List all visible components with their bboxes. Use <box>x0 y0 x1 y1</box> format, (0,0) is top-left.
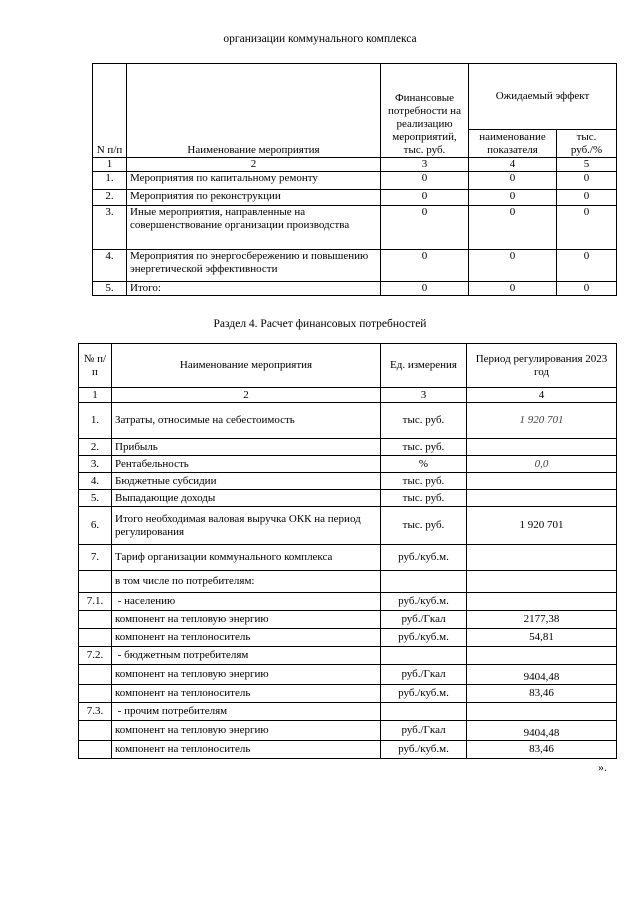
t1-colnum: 3 <box>381 158 469 172</box>
table-row <box>79 629 617 647</box>
t2-value: 54,81 <box>467 629 617 647</box>
t2-value: 1 920 701 <box>467 507 617 545</box>
t2-value <box>467 703 617 721</box>
t2-header-unit: Ед. измерения <box>381 344 467 388</box>
t2-value: 1 920 701 <box>467 403 617 439</box>
t2-unit: тыс. руб. <box>381 403 467 439</box>
t1-num: 4. <box>93 250 127 282</box>
t1-colnum: 2 <box>127 158 381 172</box>
t2-colnum: 4 <box>467 388 617 403</box>
t2-unit: тыс. руб. <box>381 473 467 490</box>
t2-value: 0,0 <box>467 456 617 473</box>
t2-name: - бюджетным потребителям <box>112 647 381 665</box>
t2-unit <box>381 571 467 593</box>
table-row <box>79 647 617 665</box>
t2-num: 5. <box>79 490 112 507</box>
t2-num: 6. <box>79 507 112 545</box>
t1-header-unit: тыс. руб./% <box>557 130 617 158</box>
t2-name: компонент на тепловую энергию <box>112 665 381 685</box>
table-row <box>79 593 617 611</box>
t2-num: 7.2. <box>79 647 112 665</box>
table-row <box>93 206 617 250</box>
table-row <box>79 507 617 545</box>
t1-name: Мероприятия по реконструкции <box>127 190 381 206</box>
t1-colnum: 1 <box>93 158 127 172</box>
table-row <box>79 545 617 571</box>
t1-unit: 0 <box>557 190 617 206</box>
t2-unit: руб./куб.м. <box>381 685 467 703</box>
table-row <box>79 439 617 456</box>
t1-unit: 0 <box>557 250 617 282</box>
t2-name: - населению <box>112 593 381 611</box>
t2-name: компонент на теплоноситель <box>112 685 381 703</box>
t2-value: 2177,38 <box>467 611 617 629</box>
t2-colnum: 1 <box>79 388 112 403</box>
t1-indicator: 0 <box>469 250 557 282</box>
table-row <box>93 250 617 282</box>
t2-value: 83,46 <box>467 685 617 703</box>
t2-num <box>79 611 112 629</box>
t2-name: компонент на теплоноситель <box>112 629 381 647</box>
t2-name: Затраты, относимые на себестоимость <box>112 403 381 439</box>
t2-num: 7.3. <box>79 703 112 721</box>
t2-num <box>79 629 112 647</box>
t2-value <box>467 545 617 571</box>
t2-unit: тыс. руб. <box>381 507 467 545</box>
t2-name: компонент на тепловую энергию <box>112 611 381 629</box>
t1-indicator: 0 <box>469 172 557 190</box>
table-row <box>79 473 617 490</box>
t1-finance: 0 <box>381 250 469 282</box>
t2-name: Прибыль <box>112 439 381 456</box>
t2-num <box>79 685 112 703</box>
t2-colnum: 2 <box>112 388 381 403</box>
t1-indicator: 0 <box>469 282 557 296</box>
t1-header-finance: Финансовые потребности на реализацию мероприятий, тыс. руб. <box>381 64 469 158</box>
t1-finance: 0 <box>381 190 469 206</box>
t2-num <box>79 721 112 741</box>
table-row <box>79 665 617 685</box>
t1-name: Иные мероприятия, направленные на совершенствование организации производства <box>127 206 381 250</box>
t2-value: 9404,48 <box>467 721 617 741</box>
t2-unit: руб./Гкал <box>381 665 467 685</box>
t2-value <box>467 571 617 593</box>
table-row <box>93 190 617 206</box>
t1-name: Мероприятия по капитальному ремонту <box>127 172 381 190</box>
table-row <box>93 172 617 190</box>
t2-name: Рентабельность <box>112 456 381 473</box>
t1-colnum: 5 <box>557 158 617 172</box>
t2-unit: руб./куб.м. <box>381 593 467 611</box>
t2-unit: руб./куб.м. <box>381 741 467 759</box>
t1-unit: 0 <box>557 206 617 250</box>
page-title-fragment: организации коммунального комплекса <box>223 33 417 45</box>
t1-finance: 0 <box>381 282 469 296</box>
t2-num: 7.1. <box>79 593 112 611</box>
financial-needs-table <box>78 343 617 759</box>
t2-value <box>467 647 617 665</box>
t1-unit: 0 <box>557 172 617 190</box>
t2-num <box>79 741 112 759</box>
section4-title: Раздел 4. Расчет финансовых потребностей <box>213 318 427 330</box>
table-row <box>79 721 617 741</box>
t1-name: Мероприятия по энергосбережению и повышению энергетической эффективности <box>127 250 381 282</box>
t2-unit: руб./Гкал <box>381 611 467 629</box>
t2-name: компонент на теплоноситель <box>112 741 381 759</box>
t1-colnum: 4 <box>469 158 557 172</box>
t1-header-name: Наименование мероприятия <box>127 64 381 158</box>
t2-value: 83,46 <box>467 741 617 759</box>
t2-name: в том числе по потребителям: <box>112 571 381 593</box>
t2-name: компонент на тепловую энергию <box>112 721 381 741</box>
t1-num: 2. <box>93 190 127 206</box>
t2-unit: тыс. руб. <box>381 490 467 507</box>
t2-unit: руб./куб.м. <box>381 629 467 647</box>
t1-indicator: 0 <box>469 190 557 206</box>
table-row <box>93 282 617 296</box>
table-row <box>79 456 617 473</box>
t1-num: 3. <box>93 206 127 250</box>
t1-num: 5. <box>93 282 127 296</box>
t2-num: 7. <box>79 545 112 571</box>
table-row <box>79 490 617 507</box>
t2-header-period: Период регулирования 2023 год <box>467 344 617 388</box>
t1-finance: 0 <box>381 172 469 190</box>
t1-unit: 0 <box>557 282 617 296</box>
table-row <box>79 685 617 703</box>
t2-value <box>467 593 617 611</box>
table-row <box>79 403 617 439</box>
t2-name: - прочим потребителям <box>112 703 381 721</box>
t1-header-effect: Ожидаемый эффект <box>469 64 617 130</box>
t2-header-num: № п/п <box>79 344 112 388</box>
t2-name: Итого необходимая валовая выручка ОКК на период регулирования <box>112 507 381 545</box>
t2-name: Бюджетные субсидии <box>112 473 381 490</box>
t2-unit <box>381 703 467 721</box>
t1-finance: 0 <box>381 206 469 250</box>
t2-unit: % <box>381 456 467 473</box>
t2-name: Тариф организации коммунального комплекса <box>112 545 381 571</box>
t1-num: 1. <box>93 172 127 190</box>
t2-unit: руб./Гкал <box>381 721 467 741</box>
t2-unit: руб./куб.м. <box>381 545 467 571</box>
table-row <box>79 703 617 721</box>
t2-num: 2. <box>79 439 112 456</box>
t1-name: Итого: <box>127 282 381 296</box>
t2-header-name: Наименование мероприятия <box>112 344 381 388</box>
t2-num: 3. <box>79 456 112 473</box>
t2-colnum: 3 <box>381 388 467 403</box>
t2-value: 9404,48 <box>467 665 617 685</box>
t2-name: Выпадающие доходы <box>112 490 381 507</box>
table-row <box>79 611 617 629</box>
t2-num <box>79 665 112 685</box>
t1-header-num: N п/п <box>93 64 127 158</box>
t2-value <box>467 490 617 507</box>
t1-indicator: 0 <box>469 206 557 250</box>
t2-num: 4. <box>79 473 112 490</box>
t2-num <box>79 571 112 593</box>
t1-header-indicator: наименование показателя <box>469 130 557 158</box>
table-row <box>79 741 617 759</box>
activities-table <box>92 63 617 296</box>
t2-num: 1. <box>79 403 112 439</box>
t2-unit <box>381 647 467 665</box>
t2-value <box>467 473 617 490</box>
t2-value <box>467 439 617 456</box>
table-row <box>79 571 617 593</box>
t2-unit: тыс. руб. <box>381 439 467 456</box>
closing-quote-mark: ». <box>598 760 607 774</box>
